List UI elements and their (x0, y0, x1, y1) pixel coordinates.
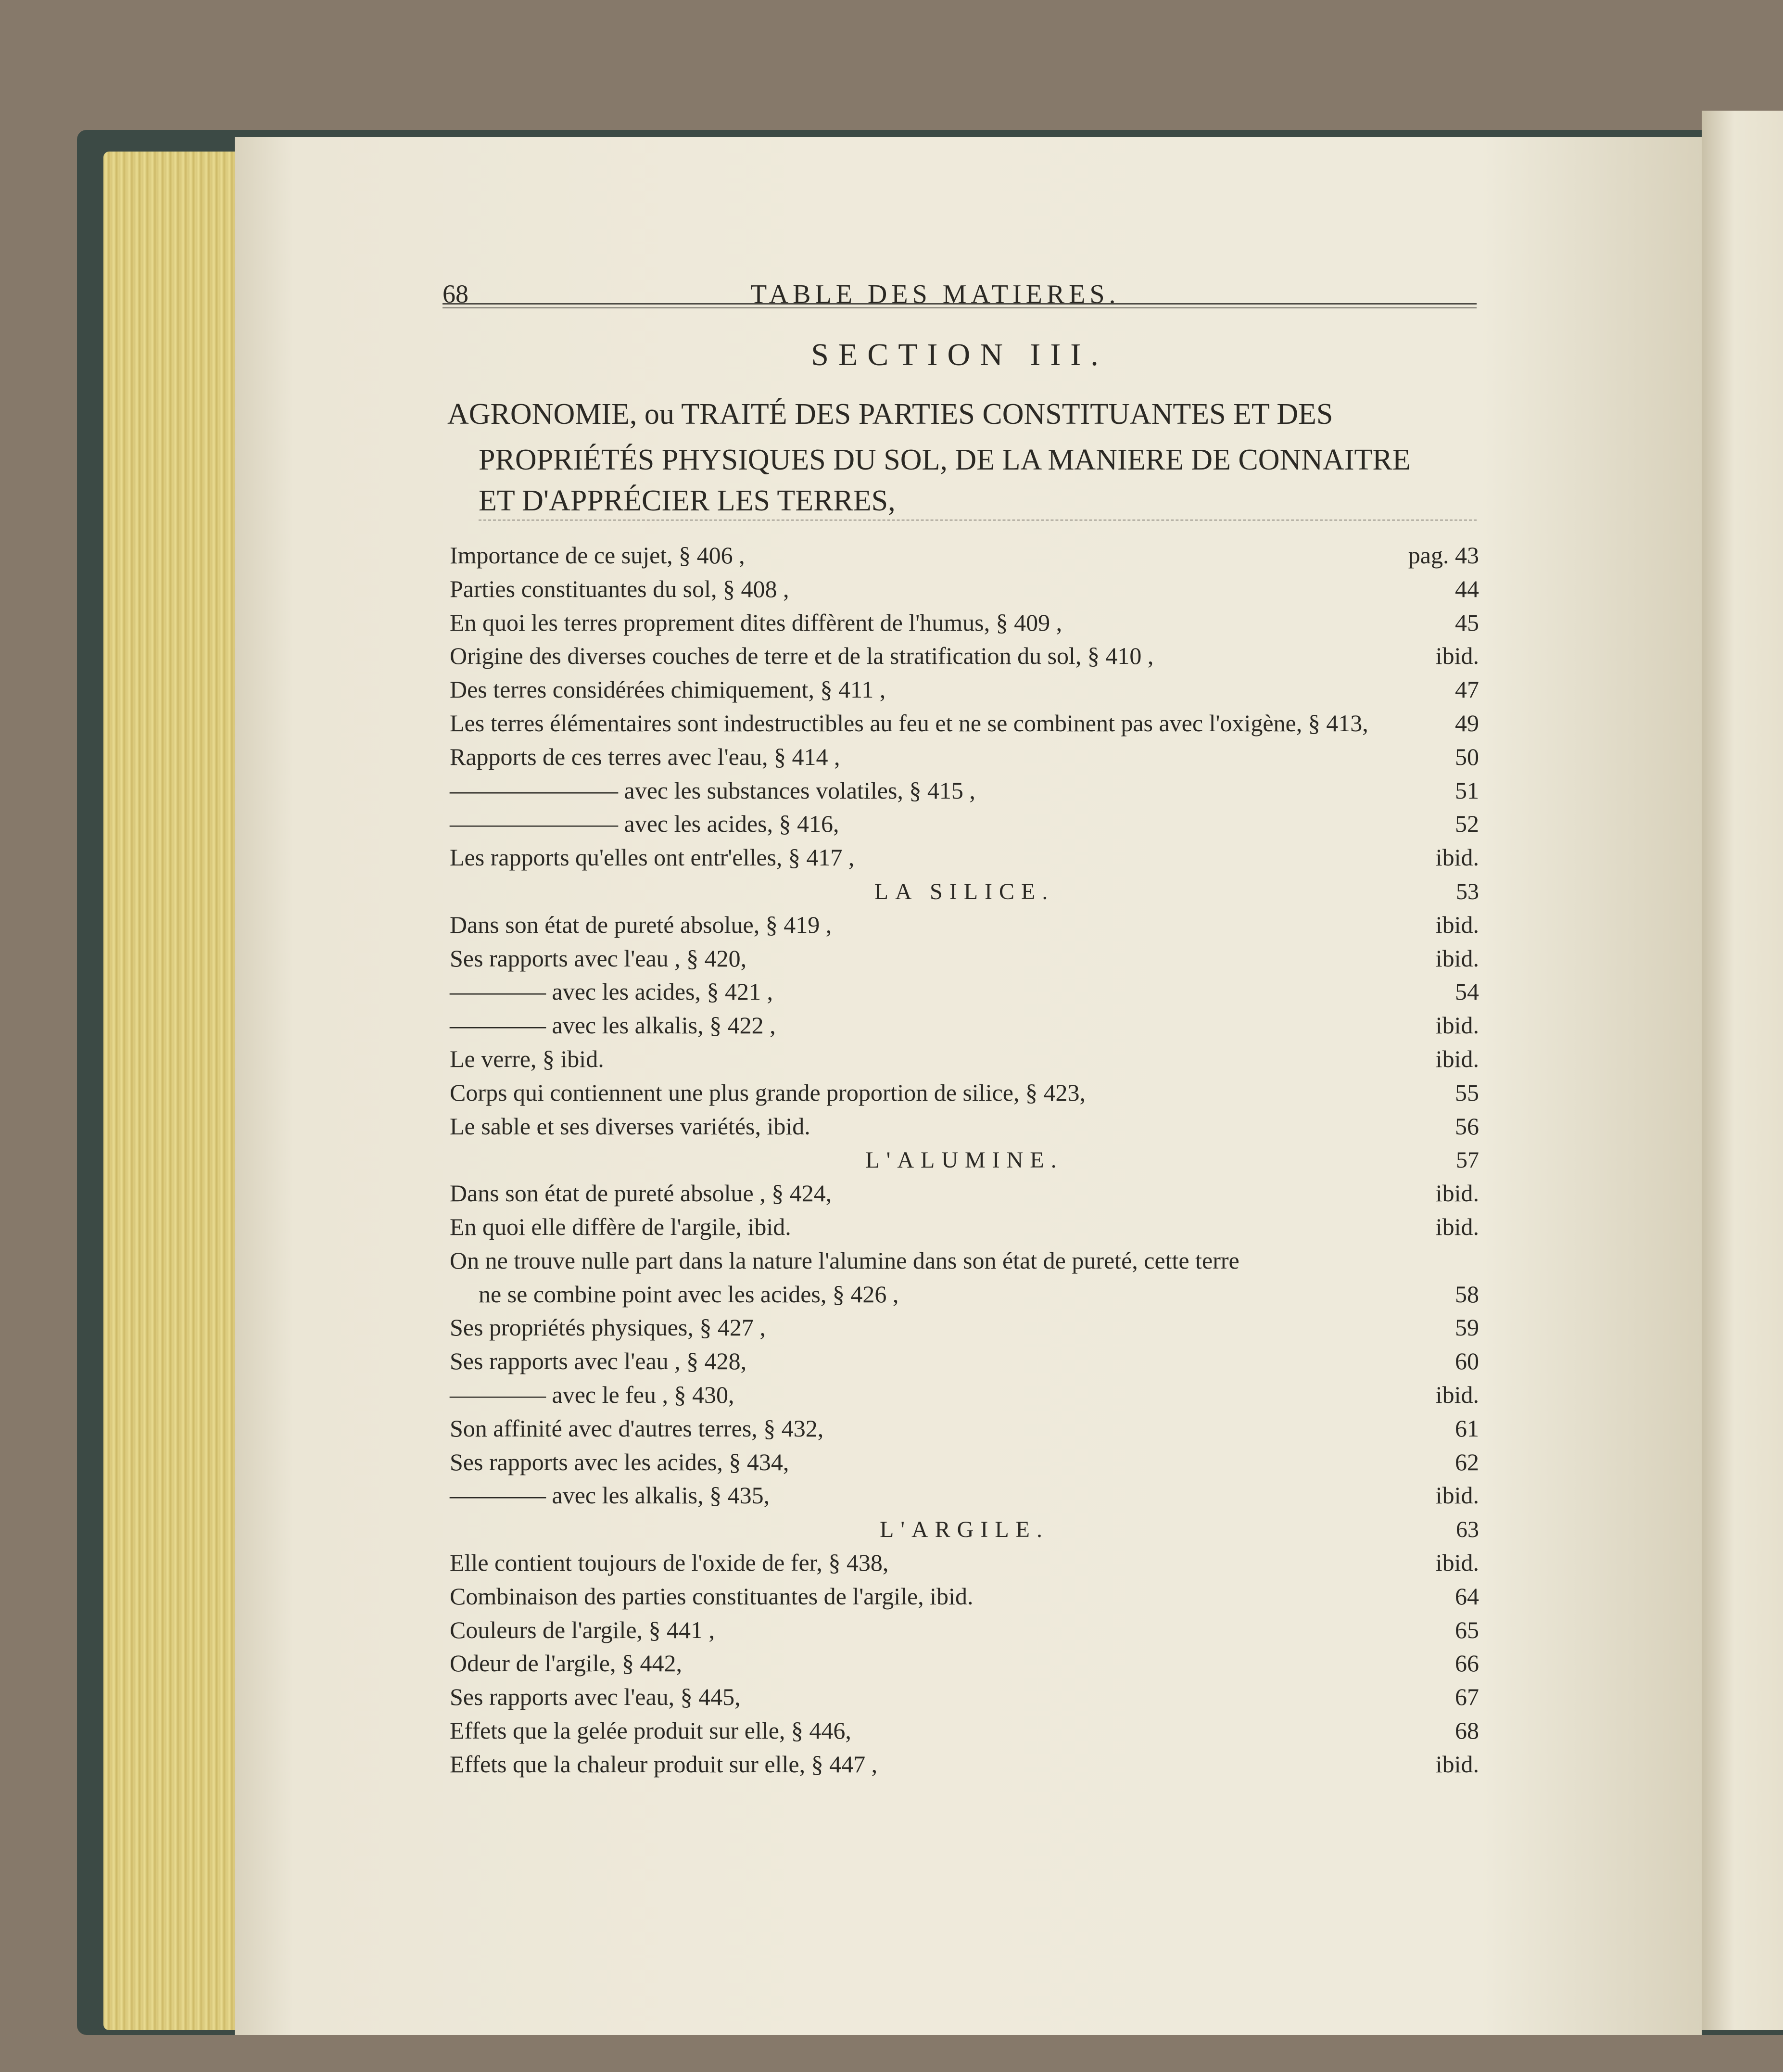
toc-page-ref: 65 (1455, 1616, 1479, 1643)
toc-entry-text: Les terres élémentaires sont indestructibles au feu et ne se combinent pas avec l'oxigène, § 413, (450, 710, 1368, 737)
toc-entry-text: Ses rapports avec l'eau, § 445, (450, 1683, 741, 1710)
toc-entry-text: ne se combine point avec les acides, § 426 , (479, 1281, 899, 1308)
header-rule (443, 303, 1477, 308)
toc-page-ref: 50 (1455, 743, 1479, 770)
toc-page-ref: ibid. (1435, 1045, 1479, 1072)
page-number: 68 (443, 280, 468, 308)
toc-page-ref: ibid. (1435, 1180, 1479, 1207)
toc-heading-text: L'ALUMINE. (865, 1147, 1063, 1173)
toc-entry-text: Le sable et ses diverses variétés, ibid. (450, 1113, 810, 1140)
toc-page-ref: pag. 43 (1408, 542, 1479, 569)
toc-entry-text: Des terres considérées chimiquement, § 411 , (450, 676, 886, 703)
toc-page-ref: ibid. (1435, 1549, 1479, 1576)
toc-entry (450, 1543, 1479, 1576)
toc-entry (450, 636, 1479, 670)
toc-page-ref: 66 (1455, 1650, 1479, 1677)
toc-page-ref: ibid. (1435, 1751, 1479, 1778)
toc-heading (450, 871, 1479, 905)
toc-entry (450, 1207, 1479, 1241)
toc-entry (450, 603, 1479, 636)
toc-entry-text: Ses propriétés physiques, § 427 , (450, 1314, 766, 1341)
toc-entry (450, 737, 1479, 771)
toc-entry (450, 905, 1479, 939)
toc-entry (450, 670, 1479, 703)
toc-page-ref: ibid. (1435, 1213, 1479, 1240)
toc-entry (450, 1106, 1479, 1140)
toc-entry-text: ———— avec les acides, § 421 , (450, 978, 773, 1005)
toc-entry-text: Ses rapports avec l'eau , § 428, (450, 1347, 747, 1374)
toc-entry (450, 1375, 1479, 1409)
toc-page-ref: 57 (1456, 1147, 1479, 1173)
toc-entry-text: Combinaison des parties constituantes de l'argile, ibid. (450, 1583, 974, 1610)
toc-entry (450, 838, 1479, 871)
toc-page-ref: ibid. (1435, 911, 1479, 938)
toc-page-ref: 68 (1455, 1717, 1479, 1744)
toc-heading (450, 1140, 1479, 1173)
toc-entry (450, 1241, 1479, 1274)
running-header (443, 279, 1477, 318)
toc-entry (450, 1711, 1479, 1744)
toc-entry (450, 972, 1479, 1005)
facing-page-edge (1702, 111, 1783, 2030)
toc-page-ref: 45 (1455, 609, 1479, 636)
toc-entry-text: Son affinité avec d'autres terres, § 432, (450, 1415, 824, 1442)
toc-entry (450, 1341, 1479, 1375)
toc-entry (450, 1576, 1479, 1610)
toc-entry-text: Couleurs de l'argile, § 441 , (450, 1616, 715, 1643)
toc-entry-text: Importance de ce sujet, § 406 , (450, 542, 745, 569)
toc-entry-text: Rapports de ces terres avec l'eau, § 414 , (450, 743, 840, 770)
toc-page-ref: 53 (1456, 879, 1479, 904)
toc-entry-text: Ses rapports avec l'eau , § 420, (450, 945, 747, 972)
toc-entry (450, 1409, 1479, 1442)
toc-page-ref: 63 (1456, 1517, 1479, 1542)
toc-page-ref: ibid. (1435, 1381, 1479, 1408)
toc-entry (450, 1475, 1479, 1509)
toc-entry (450, 1442, 1479, 1476)
toc-page-ref: 61 (1455, 1415, 1479, 1442)
toc-entry (450, 1677, 1479, 1711)
section-subtitle-line-2: PROPRIÉTÉS PHYSIQUES DU SOL, DE LA MANIERE DE CONNAITRE (479, 444, 1411, 476)
toc-entry (450, 804, 1479, 838)
toc-entry-text: ———— avec les alkalis, § 435, (450, 1482, 770, 1509)
toc-entry-text: Elle contient toujours de l'oxide de fer, § 438, (450, 1549, 889, 1576)
section-subtitle-line-1: AGRONOMIE, ou TRAITÉ DES PARTIES CONSTITUANTES ET DES (447, 398, 1333, 431)
toc-heading (450, 1509, 1479, 1543)
toc-page-ref: 60 (1455, 1347, 1479, 1374)
toc-entry (450, 939, 1479, 972)
toc-page-ref: ibid. (1435, 945, 1479, 972)
toc-page-ref: 47 (1455, 676, 1479, 703)
toc-page-ref: 52 (1455, 810, 1479, 837)
toc-page-ref: 58 (1455, 1281, 1479, 1308)
toc-entry-text: Les rapports qu'elles ont entr'elles, § 417 , (450, 844, 855, 871)
toc-entry (450, 771, 1479, 804)
toc-page-ref: 62 (1455, 1449, 1479, 1475)
toc-entry-text: ———— avec le feu , § 430, (450, 1381, 734, 1408)
toc-entry-text: Dans son état de pureté absolue, § 419 , (450, 911, 832, 938)
toc-page-ref: 56 (1455, 1113, 1479, 1140)
toc-entry-text: Origine des diverses couches de terre et de la stratification du sol, § 410 , (450, 642, 1154, 669)
toc-page-ref: ibid. (1435, 1482, 1479, 1509)
toc-entry-text: En quoi les terres proprement dites diffèrent de l'humus, § 409 , (450, 609, 1062, 636)
section-title: SECTION III. (811, 337, 1108, 372)
toc-entry (450, 1610, 1479, 1644)
toc-entry (450, 1005, 1479, 1039)
toc-page-ref: 49 (1455, 710, 1479, 737)
section-subtitle-line-3: ET D'APPRÉCIER LES TERRES, (479, 484, 896, 517)
toc-page-ref: 44 (1455, 575, 1479, 602)
toc-page-ref: 67 (1455, 1683, 1479, 1710)
toc-page-ref: 51 (1455, 777, 1479, 804)
toc-entry (450, 1274, 1479, 1308)
toc-entry-text: ——————— avec les substances volatiles, § 415 , (450, 777, 975, 804)
toc-page-ref: ibid. (1435, 1012, 1479, 1039)
toc-entry (450, 569, 1479, 603)
toc-heading-text: LA SILICE. (874, 879, 1055, 904)
running-title: TABLE DES MATIERES. (750, 280, 1120, 309)
toc-entry (450, 535, 1479, 569)
toc-entry (450, 1073, 1479, 1106)
toc-entry-text: Dans son état de pureté absolue , § 424, (450, 1180, 832, 1207)
toc-entry (450, 703, 1479, 737)
toc-entry (450, 1308, 1479, 1341)
toc-entry-text: Corps qui contiennent une plus grande proportion de silice, § 423, (450, 1079, 1086, 1106)
toc-entry-text: En quoi elle diffère de l'argile, ibid. (450, 1213, 791, 1240)
toc-entry-text: Effets que la gelée produit sur elle, § 446, (450, 1717, 851, 1744)
toc-entry-text: Parties constituantes du sol, § 408 , (450, 575, 789, 602)
toc-entry-text: ——————— avec les acides, § 416, (450, 810, 839, 837)
toc-page-ref: 59 (1455, 1314, 1479, 1341)
page-edges (103, 152, 236, 2030)
toc-page-ref: 64 (1455, 1583, 1479, 1610)
toc-page-ref: ibid. (1435, 844, 1479, 871)
toc-entry (450, 1744, 1479, 1778)
toc-entry-text: Ses rapports avec les acides, § 434, (450, 1449, 789, 1475)
toc-entry-text: ———— avec les alkalis, § 422 , (450, 1012, 776, 1039)
toc-entry (450, 1643, 1479, 1677)
subtitle-rule (479, 520, 1477, 521)
toc-entry (450, 1173, 1479, 1207)
toc-heading-text: L'ARGILE. (880, 1517, 1049, 1542)
toc-entry-text: Odeur de l'argile, § 442, (450, 1650, 682, 1677)
toc-entry-text: Effets que la chaleur produit sur elle, § 447 , (450, 1751, 878, 1778)
toc-page-ref: 54 (1455, 978, 1479, 1005)
toc-page-ref: ibid. (1435, 642, 1479, 669)
toc-page-ref: 55 (1455, 1079, 1479, 1106)
toc-entry-text: On ne trouve nulle part dans la nature l'alumine dans son état de pureté, cette terre (450, 1247, 1239, 1274)
toc-entry-text: Le verre, § ibid. (450, 1045, 604, 1072)
toc-entry (450, 1039, 1479, 1073)
